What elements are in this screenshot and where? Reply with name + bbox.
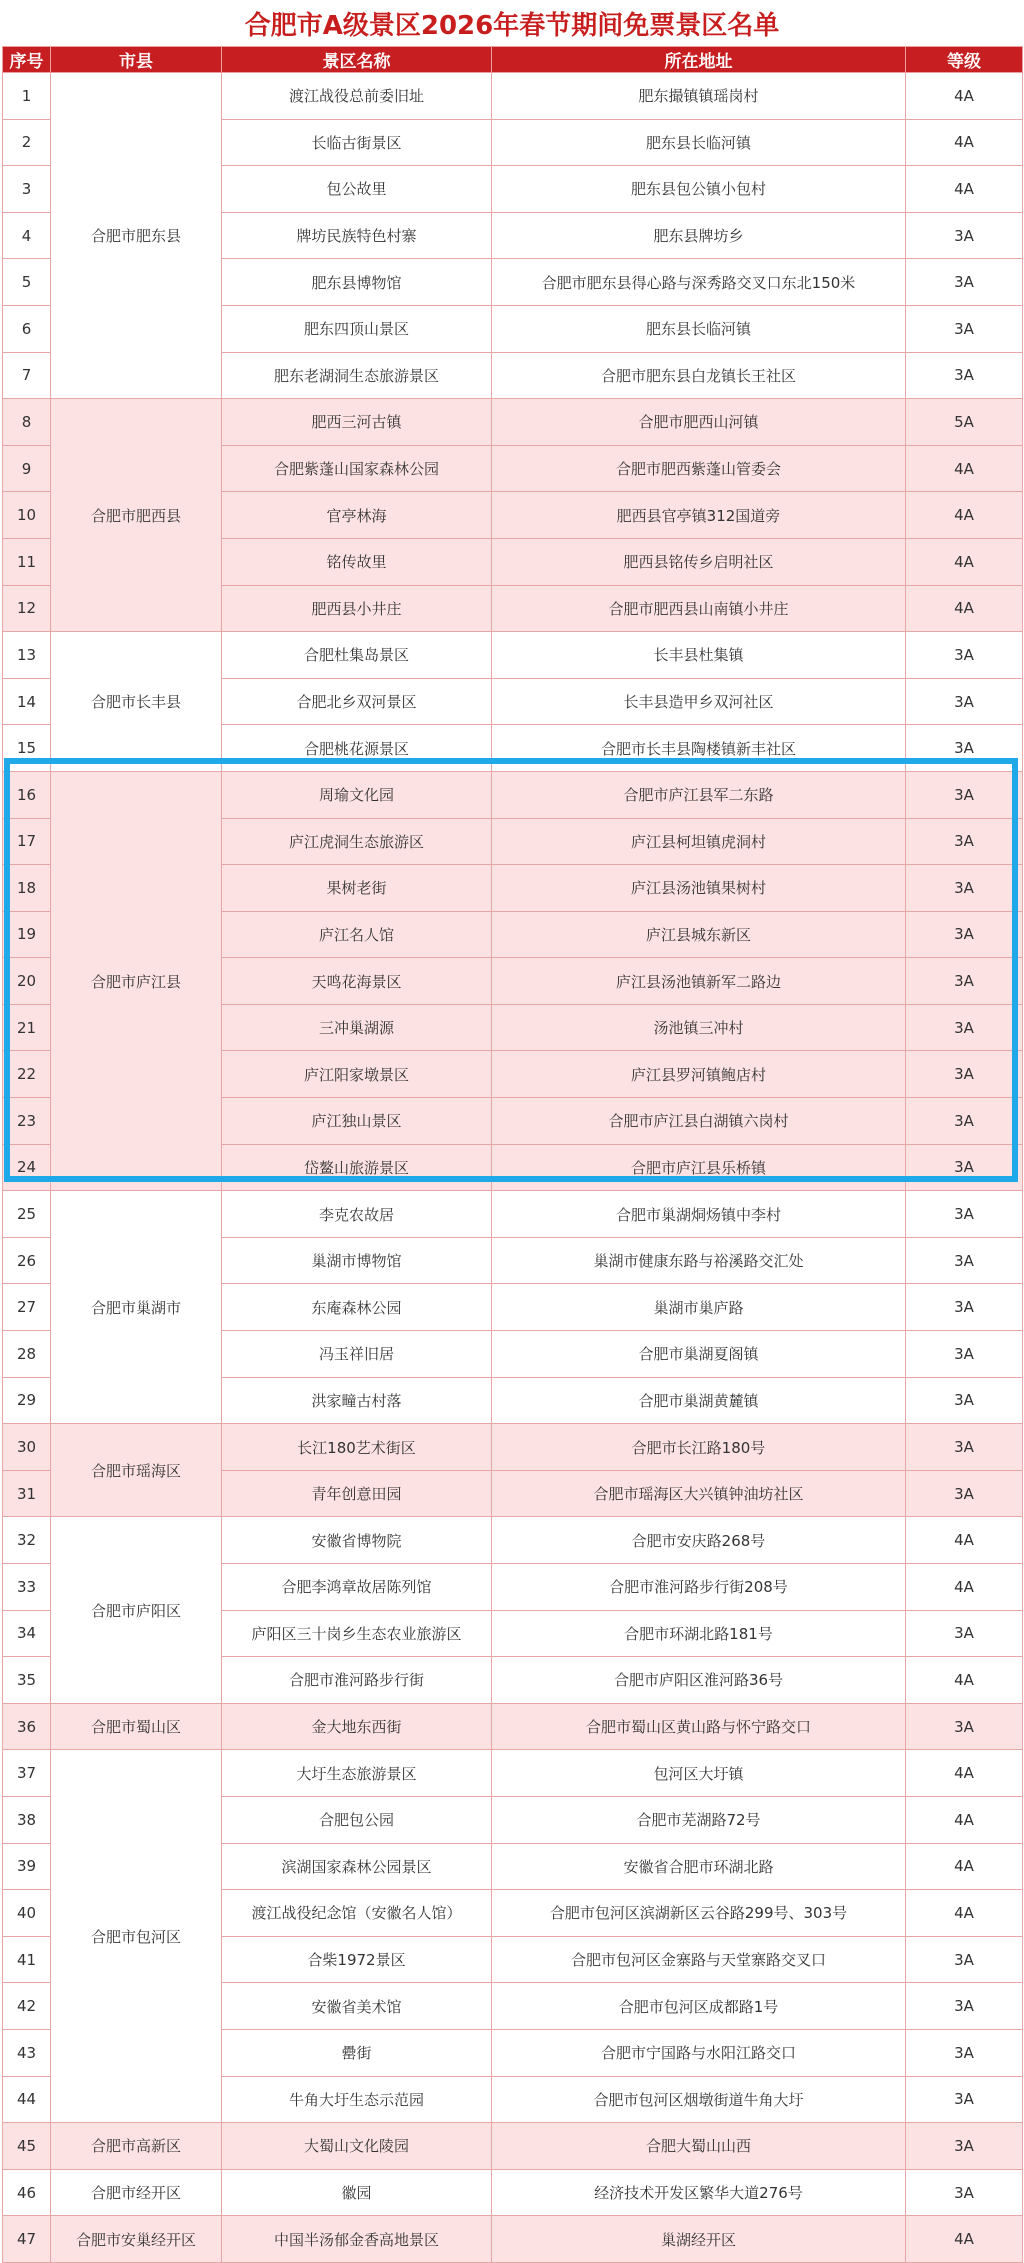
address-cell: 合肥市肥西紫蓬山管委会 [492, 445, 906, 492]
grade-cell: 4A [906, 1657, 1023, 1704]
scenic-name-cell: 大圩生态旅游景区 [222, 1750, 492, 1797]
row-index: 15 [3, 725, 51, 772]
address-cell: 长丰县杜集镇 [492, 632, 906, 679]
scenic-area-table [2, 46, 1023, 2263]
scenic-name-cell: 合肥紫蓬山国家森林公园 [222, 445, 492, 492]
scenic-name-cell: 中国半汤郁金香高地景区 [222, 2216, 492, 2263]
scenic-name-cell: 滨湖国家森林公园景区 [222, 1843, 492, 1890]
address-cell: 合肥市包河区滨湖新区云谷路299号、303号 [492, 1890, 906, 1937]
scenic-name-cell: 长临古街景区 [222, 119, 492, 166]
row-index: 18 [3, 865, 51, 912]
address-cell: 巢湖市健康东路与裕溪路交汇处 [492, 1237, 906, 1284]
table-row [3, 2123, 1023, 2170]
table-row [3, 1703, 1023, 1750]
grade-cell: 4A [906, 445, 1023, 492]
row-index: 43 [3, 2029, 51, 2076]
scenic-name-cell: 合肥北乡双河景区 [222, 678, 492, 725]
scenic-name-cell: 官亭林海 [222, 492, 492, 539]
row-index: 22 [3, 1051, 51, 1098]
row-index: 12 [3, 585, 51, 632]
grade-cell: 3A [906, 1610, 1023, 1657]
row-index: 36 [3, 1703, 51, 1750]
scenic-name-cell: 肥西三河古镇 [222, 399, 492, 446]
row-index: 40 [3, 1890, 51, 1937]
row-index: 8 [3, 399, 51, 446]
row-index: 16 [3, 771, 51, 818]
address-cell: 汤池镇三冲村 [492, 1004, 906, 1051]
scenic-name-cell: 果树老街 [222, 865, 492, 912]
grade-cell: 3A [906, 1098, 1023, 1145]
grade-cell: 3A [906, 1424, 1023, 1471]
scenic-name-cell: 合肥李鸿章故居陈列馆 [222, 1564, 492, 1611]
address-cell: 合肥市庐江县军二东路 [492, 771, 906, 818]
row-index: 7 [3, 352, 51, 399]
row-index: 11 [3, 538, 51, 585]
grade-cell: 3A [906, 818, 1023, 865]
row-index: 24 [3, 1144, 51, 1191]
grade-cell: 3A [906, 1936, 1023, 1983]
row-index: 38 [3, 1796, 51, 1843]
grade-cell: 3A [906, 212, 1023, 259]
table-row [3, 632, 1023, 679]
scenic-name-cell: 庐江独山景区 [222, 1098, 492, 1145]
row-index: 31 [3, 1470, 51, 1517]
row-index: 21 [3, 1004, 51, 1051]
row-index: 1 [3, 73, 51, 120]
grade-cell: 4A [906, 538, 1023, 585]
address-cell: 肥东撮镇镇瑶岗村 [492, 73, 906, 120]
scenic-name-cell: 牌坊民族特色村寨 [222, 212, 492, 259]
scenic-name-cell: 合柴1972景区 [222, 1936, 492, 1983]
scenic-name-cell: 天鸣花海景区 [222, 958, 492, 1005]
row-index: 25 [3, 1191, 51, 1238]
row-index: 34 [3, 1610, 51, 1657]
scenic-name-cell: 肥东四顶山景区 [222, 305, 492, 352]
row-index: 29 [3, 1377, 51, 1424]
table-row [3, 2169, 1023, 2216]
table-row [3, 771, 1023, 818]
grade-cell: 4A [906, 119, 1023, 166]
row-index: 26 [3, 1237, 51, 1284]
row-index: 4 [3, 212, 51, 259]
address-cell: 合肥市肥西山河镇 [492, 399, 906, 446]
row-index: 6 [3, 305, 51, 352]
scenic-name-cell: 渡江战役总前委旧址 [222, 73, 492, 120]
address-cell: 合肥市宁国路与水阳江路交口 [492, 2029, 906, 2076]
scenic-name-cell: 渡江战役纪念馆（安徽名人馆） [222, 1890, 492, 1937]
grade-cell: 3A [906, 771, 1023, 818]
grade-cell: 4A [906, 1843, 1023, 1890]
grade-cell: 4A [906, 492, 1023, 539]
address-cell: 合肥市肥东县白龙镇长王社区 [492, 352, 906, 399]
table-row [3, 2216, 1023, 2263]
scenic-name-cell: 青年创意田园 [222, 1470, 492, 1517]
county-cell: 合肥市肥西县 [51, 399, 222, 632]
scenic-name-cell: 合肥桃花源景区 [222, 725, 492, 772]
scenic-name-cell: 庐江虎洞生态旅游区 [222, 818, 492, 865]
address-cell: 合肥市肥西县山南镇小井庄 [492, 585, 906, 632]
scenic-name-cell: 庐江阳家墩景区 [222, 1051, 492, 1098]
table-row [3, 1191, 1023, 1238]
grade-cell: 3A [906, 1144, 1023, 1191]
scenic-name-cell: 肥东老湖洞生态旅游景区 [222, 352, 492, 399]
address-cell: 庐江县汤池镇新军二路边 [492, 958, 906, 1005]
grade-cell: 3A [906, 1377, 1023, 1424]
scenic-name-cell: 合肥包公园 [222, 1796, 492, 1843]
county-cell: 合肥市经开区 [51, 2169, 222, 2216]
row-index: 37 [3, 1750, 51, 1797]
table-row [3, 1424, 1023, 1471]
scenic-name-cell: 合肥市淮河路步行街 [222, 1657, 492, 1704]
scenic-name-cell: 铭传故里 [222, 538, 492, 585]
grade-cell: 3A [906, 2029, 1023, 2076]
address-cell: 长丰县造甲乡双河社区 [492, 678, 906, 725]
grade-cell: 3A [906, 1703, 1023, 1750]
row-index: 20 [3, 958, 51, 1005]
scenic-name-cell: 牛角大圩生态示范园 [222, 2076, 492, 2123]
county-cell: 合肥市包河区 [51, 1750, 222, 2123]
address-cell: 庐江县汤池镇果树村 [492, 865, 906, 912]
header-index: 序号 [3, 47, 51, 73]
row-index: 13 [3, 632, 51, 679]
address-cell: 合肥市庐阳区淮河路36号 [492, 1657, 906, 1704]
address-cell: 合肥市瑶海区大兴镇钟油坊社区 [492, 1470, 906, 1517]
grade-cell: 3A [906, 911, 1023, 958]
grade-cell: 3A [906, 1470, 1023, 1517]
grade-cell: 3A [906, 2123, 1023, 2170]
address-cell: 合肥市长江路180号 [492, 1424, 906, 1471]
address-cell: 合肥市包河区金寨路与天堂寨路交叉口 [492, 1936, 906, 1983]
county-cell: 合肥市庐江县 [51, 771, 222, 1190]
grade-cell: 3A [906, 725, 1023, 772]
grade-cell: 4A [906, 1750, 1023, 1797]
address-cell: 巢湖经开区 [492, 2216, 906, 2263]
scenic-name-cell: 三冲巢湖源 [222, 1004, 492, 1051]
row-index: 45 [3, 2123, 51, 2170]
address-cell: 合肥市安庆路268号 [492, 1517, 906, 1564]
scenic-name-cell: 安徽省博物院 [222, 1517, 492, 1564]
address-cell: 合肥市包河区成都路1号 [492, 1983, 906, 2030]
scenic-name-cell: 冯玉祥旧居 [222, 1331, 492, 1378]
table-row [3, 1750, 1023, 1797]
grade-cell: 3A [906, 632, 1023, 679]
address-cell: 合肥市芜湖路72号 [492, 1796, 906, 1843]
scenic-name-cell: 合肥杜集岛景区 [222, 632, 492, 679]
row-index: 41 [3, 1936, 51, 1983]
grade-cell: 3A [906, 352, 1023, 399]
county-cell: 合肥市高新区 [51, 2123, 222, 2170]
row-index: 14 [3, 678, 51, 725]
grade-cell: 3A [906, 1331, 1023, 1378]
county-cell: 合肥市长丰县 [51, 632, 222, 772]
grade-cell: 3A [906, 1051, 1023, 1098]
scenic-name-cell: 安徽省美术馆 [222, 1983, 492, 2030]
grade-cell: 3A [906, 1237, 1023, 1284]
table-row [3, 399, 1023, 446]
row-index: 35 [3, 1657, 51, 1704]
scenic-name-cell: 肥东县博物馆 [222, 259, 492, 306]
grade-cell: 4A [906, 1564, 1023, 1611]
address-cell: 包河区大圩镇 [492, 1750, 906, 1797]
address-cell: 肥东县长临河镇 [492, 119, 906, 166]
table-row [3, 73, 1023, 120]
row-index: 2 [3, 119, 51, 166]
scenic-name-cell: 金大地东西街 [222, 1703, 492, 1750]
address-cell: 合肥市长丰县陶楼镇新丰社区 [492, 725, 906, 772]
address-cell: 合肥大蜀山山西 [492, 2123, 906, 2170]
grade-cell: 4A [906, 166, 1023, 213]
address-cell: 合肥市包河区烟墩街道牛角大圩 [492, 2076, 906, 2123]
scenic-name-cell: 巢湖市博物馆 [222, 1237, 492, 1284]
scenic-name-cell: 岱鳌山旅游景区 [222, 1144, 492, 1191]
address-cell: 肥东县长临河镇 [492, 305, 906, 352]
county-cell: 合肥市蜀山区 [51, 1703, 222, 1750]
row-index: 19 [3, 911, 51, 958]
header-county: 市县 [51, 47, 222, 73]
grade-cell: 4A [906, 73, 1023, 120]
row-index: 32 [3, 1517, 51, 1564]
grade-cell: 3A [906, 678, 1023, 725]
scenic-name-cell: 徽园 [222, 2169, 492, 2216]
grade-cell: 3A [906, 1004, 1023, 1051]
row-index: 27 [3, 1284, 51, 1331]
table-body [3, 73, 1023, 2263]
address-cell: 合肥市巢湖黄麓镇 [492, 1377, 906, 1424]
address-cell: 合肥市蜀山区黄山路与怀宁路交口 [492, 1703, 906, 1750]
table-header-row [3, 47, 1023, 73]
grade-cell: 4A [906, 2216, 1023, 2263]
address-cell: 肥西县铭传乡启明社区 [492, 538, 906, 585]
county-cell: 合肥市庐阳区 [51, 1517, 222, 1703]
row-index: 9 [3, 445, 51, 492]
county-cell: 合肥市瑶海区 [51, 1424, 222, 1517]
grade-cell: 3A [906, 305, 1023, 352]
address-cell: 合肥市肥东县得心路与深秀路交叉口东北150米 [492, 259, 906, 306]
grade-cell: 3A [906, 2076, 1023, 2123]
scenic-name-cell: 庐江名人馆 [222, 911, 492, 958]
row-index: 42 [3, 1983, 51, 2030]
county-cell: 合肥市肥东县 [51, 73, 222, 399]
address-cell: 安徽省合肥市环湖北路 [492, 1843, 906, 1890]
address-cell: 庐江县城东新区 [492, 911, 906, 958]
row-index: 23 [3, 1098, 51, 1145]
grade-cell: 5A [906, 399, 1023, 446]
row-index: 10 [3, 492, 51, 539]
grade-cell: 3A [906, 865, 1023, 912]
county-cell: 合肥市巢湖市 [51, 1191, 222, 1424]
header-address: 所在地址 [492, 47, 906, 73]
scenic-name-cell: 长江180艺术街区 [222, 1424, 492, 1471]
grade-cell: 4A [906, 585, 1023, 632]
row-index: 3 [3, 166, 51, 213]
address-cell: 肥东县包公镇小包村 [492, 166, 906, 213]
row-index: 44 [3, 2076, 51, 2123]
scenic-name-cell: 周瑜文化园 [222, 771, 492, 818]
row-index: 5 [3, 259, 51, 306]
address-cell: 合肥市淮河路步行街208号 [492, 1564, 906, 1611]
scenic-name-cell: 东庵森林公园 [222, 1284, 492, 1331]
scenic-name-cell: 洪家疃古村落 [222, 1377, 492, 1424]
address-cell: 合肥市巢湖夏阁镇 [492, 1331, 906, 1378]
scenic-name-cell: 李克农故居 [222, 1191, 492, 1238]
grade-cell: 3A [906, 1983, 1023, 2030]
grade-cell: 3A [906, 958, 1023, 1005]
table-row [3, 1517, 1023, 1564]
scenic-name-cell: 肥西县小井庄 [222, 585, 492, 632]
address-cell: 合肥市庐江县乐桥镇 [492, 1144, 906, 1191]
address-cell: 庐江县罗河镇鲍店村 [492, 1051, 906, 1098]
row-index: 39 [3, 1843, 51, 1890]
grade-cell: 3A [906, 2169, 1023, 2216]
scenic-name-cell: 大蜀山文化陵园 [222, 2123, 492, 2170]
row-index: 30 [3, 1424, 51, 1471]
address-cell: 庐江县柯坦镇虎洞村 [492, 818, 906, 865]
address-cell: 经济技术开发区繁华大道276号 [492, 2169, 906, 2216]
grade-cell: 3A [906, 1284, 1023, 1331]
row-index: 28 [3, 1331, 51, 1378]
grade-cell: 4A [906, 1517, 1023, 1564]
scenic-name-cell: 罍街 [222, 2029, 492, 2076]
row-index: 17 [3, 818, 51, 865]
grade-cell: 4A [906, 1890, 1023, 1937]
address-cell: 巢湖市巢庐路 [492, 1284, 906, 1331]
grade-cell: 4A [906, 1796, 1023, 1843]
county-cell: 合肥市安巢经开区 [51, 2216, 222, 2263]
grade-cell: 3A [906, 259, 1023, 306]
scenic-name-cell: 庐阳区三十岗乡生态农业旅游区 [222, 1610, 492, 1657]
address-cell: 合肥市巢湖烔炀镇中李村 [492, 1191, 906, 1238]
address-cell: 合肥市环湖北路181号 [492, 1610, 906, 1657]
grade-cell: 3A [906, 1191, 1023, 1238]
row-index: 33 [3, 1564, 51, 1611]
address-cell: 肥东县牌坊乡 [492, 212, 906, 259]
address-cell: 肥西县官亭镇312国道旁 [492, 492, 906, 539]
address-cell: 合肥市庐江县白湖镇六岗村 [492, 1098, 906, 1145]
page-title: 合肥市A级景区2026年春节期间免票景区名单 [244, 10, 780, 41]
header-grade: 等级 [906, 47, 1023, 73]
scenic-name-cell: 包公故里 [222, 166, 492, 213]
row-index: 47 [3, 2216, 51, 2263]
row-index: 46 [3, 2169, 51, 2216]
header-scenic-name: 景区名称 [222, 47, 492, 73]
